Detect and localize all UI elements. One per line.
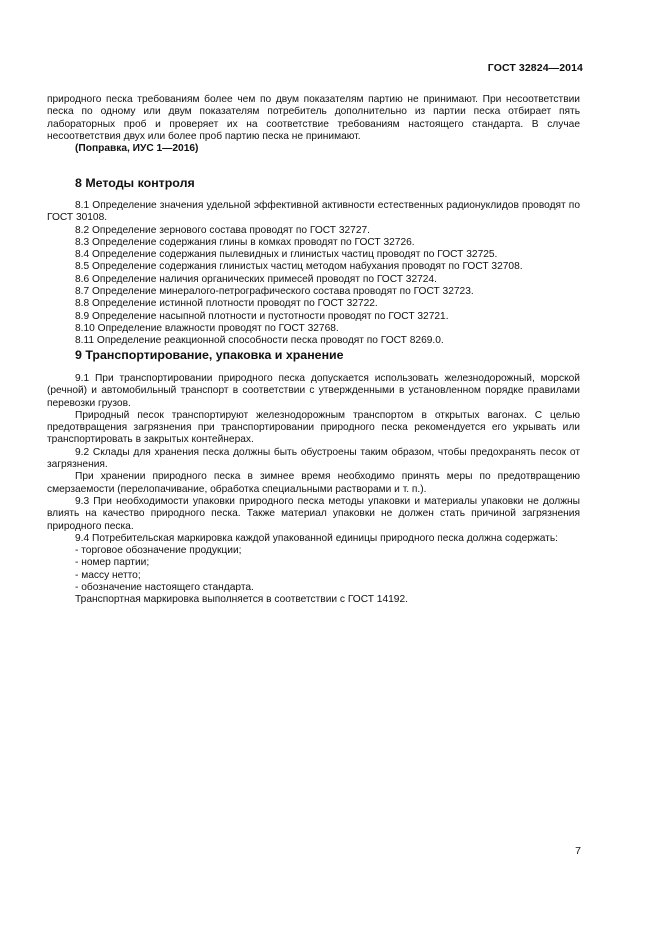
- section-8-item: 8.9 Определение насыпной плотности и пустотности проводят по ГОСТ 32721.: [75, 310, 449, 322]
- section-8-item: 8.10 Определение влажности проводят по ГОСТ 32768.: [75, 322, 339, 334]
- section-8-item: 8.2 Определение зернового состава проводят по ГОСТ 32727.: [75, 224, 371, 236]
- intro-block: [47, 94, 580, 155]
- section-9-paragraph: 9.3 При необходимости упаковки природного песка методы упаковки и материалы упаковки не должны влиять на качество природного песка. Также материал упаковки не должен стать причиной загрязнения природного песка.: [47, 495, 580, 532]
- section-8-item: 8.11 Определение реакционной способности песка проводят по ГОСТ 8269.0.: [75, 335, 444, 347]
- section-8-heading: 8 Методы контроля: [75, 176, 195, 190]
- amendment-note: (Поправка, ИУС 1—2016): [75, 143, 199, 155]
- section-9-heading: 9 Транспортирование, упаковка и хранение: [75, 348, 344, 362]
- intro-paragraph: природного песка требованиям более чем по двум показателям партию не принимают. При несоответствии песка по одному или двум показателям потребитель дополнительно из партии песка отбирает пять лабораторных проб и проверяет их на соответствие требованиям настоящего стандарта. В случае несоответствия двух или более проб партию песка не принимают.: [47, 94, 580, 142]
- section-8-item: 8.4 Определение содержания пылевидных и глинистых частиц проводят по ГОСТ 32725.: [75, 249, 498, 261]
- section-8-item: 8.3 Определение содержания глины в комках проводят по ГОСТ 32726.: [75, 236, 415, 248]
- section-9-paragraph: 9.2 Склады для хранения песка должны быть обустроены таким образом, чтобы предохранять песок от загрязнения.: [47, 446, 580, 471]
- marking-list-item: - торговое обозначение продукции;: [75, 545, 242, 557]
- section-8-item: 8.5 Определение содержания глинистых частиц методом набухания проводят по ГОСТ 32708.: [75, 261, 523, 273]
- section-9-paragraph: 9.1 При транспортировании природного песка допускается использовать железнодорожный, морской (речной) и автомобильный транспорт в соответствии с утвержденными в установленном порядке правилами перевозки грузов.: [47, 373, 580, 409]
- section-8-item: 8.7 Определение минералого-петрографического состава проводят по ГОСТ 32723.: [75, 286, 474, 298]
- marking-list-item: - массу нетто;: [75, 569, 141, 581]
- section-8-item: 8.8 Определение истинной плотности проводят по ГОСТ 32722.: [75, 298, 378, 310]
- page-number: 7: [575, 845, 581, 857]
- section-8: [47, 176, 580, 348]
- marking-list-item: - номер партии;: [75, 557, 150, 569]
- section-9-paragraph: Транспортная маркировка выполняется в соответствии с ГОСТ 14192.: [75, 594, 408, 606]
- document-code: ГОСТ 32824—2014: [487, 62, 583, 74]
- section-9-paragraph: Природный песок транспортируют железнодорожным транспортом в открытых вагонах. С целью предотвращения загрязнения при транспортировании природного песка рекомендуется его укрывать или транспортировать в закрытых контейнерах.: [47, 409, 580, 446]
- marking-list-item: - обозначение настоящего стандарта.: [75, 582, 254, 594]
- section-8-item: 8.1 Определение значения удельной эффективной активности естественных радионуклидов проводят по ГОСТ 30108.: [47, 200, 580, 224]
- section-9: [47, 348, 580, 607]
- section-8-item: 8.6 Определение наличия органических примесей проводят по ГОСТ 32724.: [75, 273, 437, 285]
- section-9-paragraph: 9.4 Потребительская маркировка каждой упакованной единицы природного песка должна содержать:: [75, 532, 558, 544]
- section-9-paragraph: При хранении природного песка в зимнее время необходимо принять меры по предотвращению смерзаемости (перелопачивание, обработка специальными растворами и т. п.).: [47, 471, 580, 495]
